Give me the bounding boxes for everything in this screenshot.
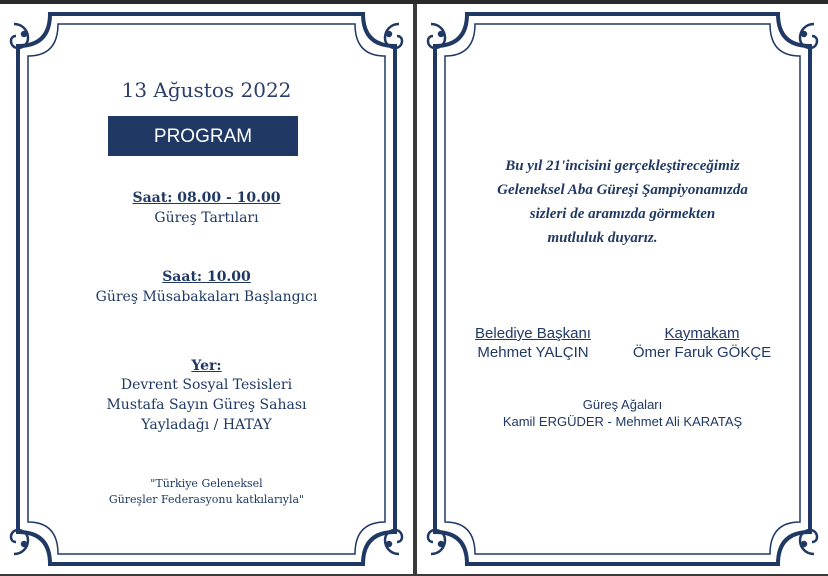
message-line-1: Bu yıl 21'incisini gerçekleştireceğimiz (505, 158, 740, 174)
wrestling-agas-names: Kamil ERGÜDER - Mehmet Ali KARATAŞ (502, 414, 743, 429)
federation-note-line-2: Güreşler Federasyonu katkılarıyla" (108, 493, 305, 506)
governor-title: Kaymakam (664, 325, 740, 342)
mayor-title: Belediye Başkanı (475, 325, 591, 342)
message-line-3: sizleri de aramızda görmekten (529, 206, 716, 222)
corner-ornaments (428, 24, 817, 554)
venue-line-3: Yayladağı / HATAY (141, 417, 272, 433)
program-page (0, 4, 413, 574)
venue-line-2: Mustafa Sayın Güreş Sahası (106, 397, 307, 413)
federation-note-line-1: "Türkiye Geleneksel (150, 477, 263, 490)
schedule-heading-1: Saat: 08.00 - 10.00 (132, 190, 281, 206)
event-date: 13 Ağustos 2022 (121, 78, 292, 102)
venue-heading: Yer: (191, 358, 222, 374)
mayor-name: Mehmet YALÇIN (477, 344, 589, 361)
schedule-line-1: Güreş Tartıları (154, 210, 259, 226)
message-line-4: mutluluk duyarız. (547, 230, 658, 246)
governor-name: Ömer Faruk GÖKÇE (632, 344, 772, 361)
program-label: PROGRAM (153, 126, 253, 147)
ornamental-frame (417, 4, 828, 574)
message-line-2: Geleneksel Aba Güreşi Şampiyonamızda (497, 182, 748, 198)
invitation-page (417, 4, 828, 574)
venue-line-1: Devrent Sosyal Tesisleri (120, 377, 293, 393)
wrestling-agas-title: Güreş Ağaları (582, 397, 663, 412)
program-header-box (108, 116, 298, 156)
schedule-line-2: Güreş Müsabakaları Başlangıcı (95, 289, 318, 305)
schedule-heading-2: Saat: 10.00 (162, 269, 251, 285)
